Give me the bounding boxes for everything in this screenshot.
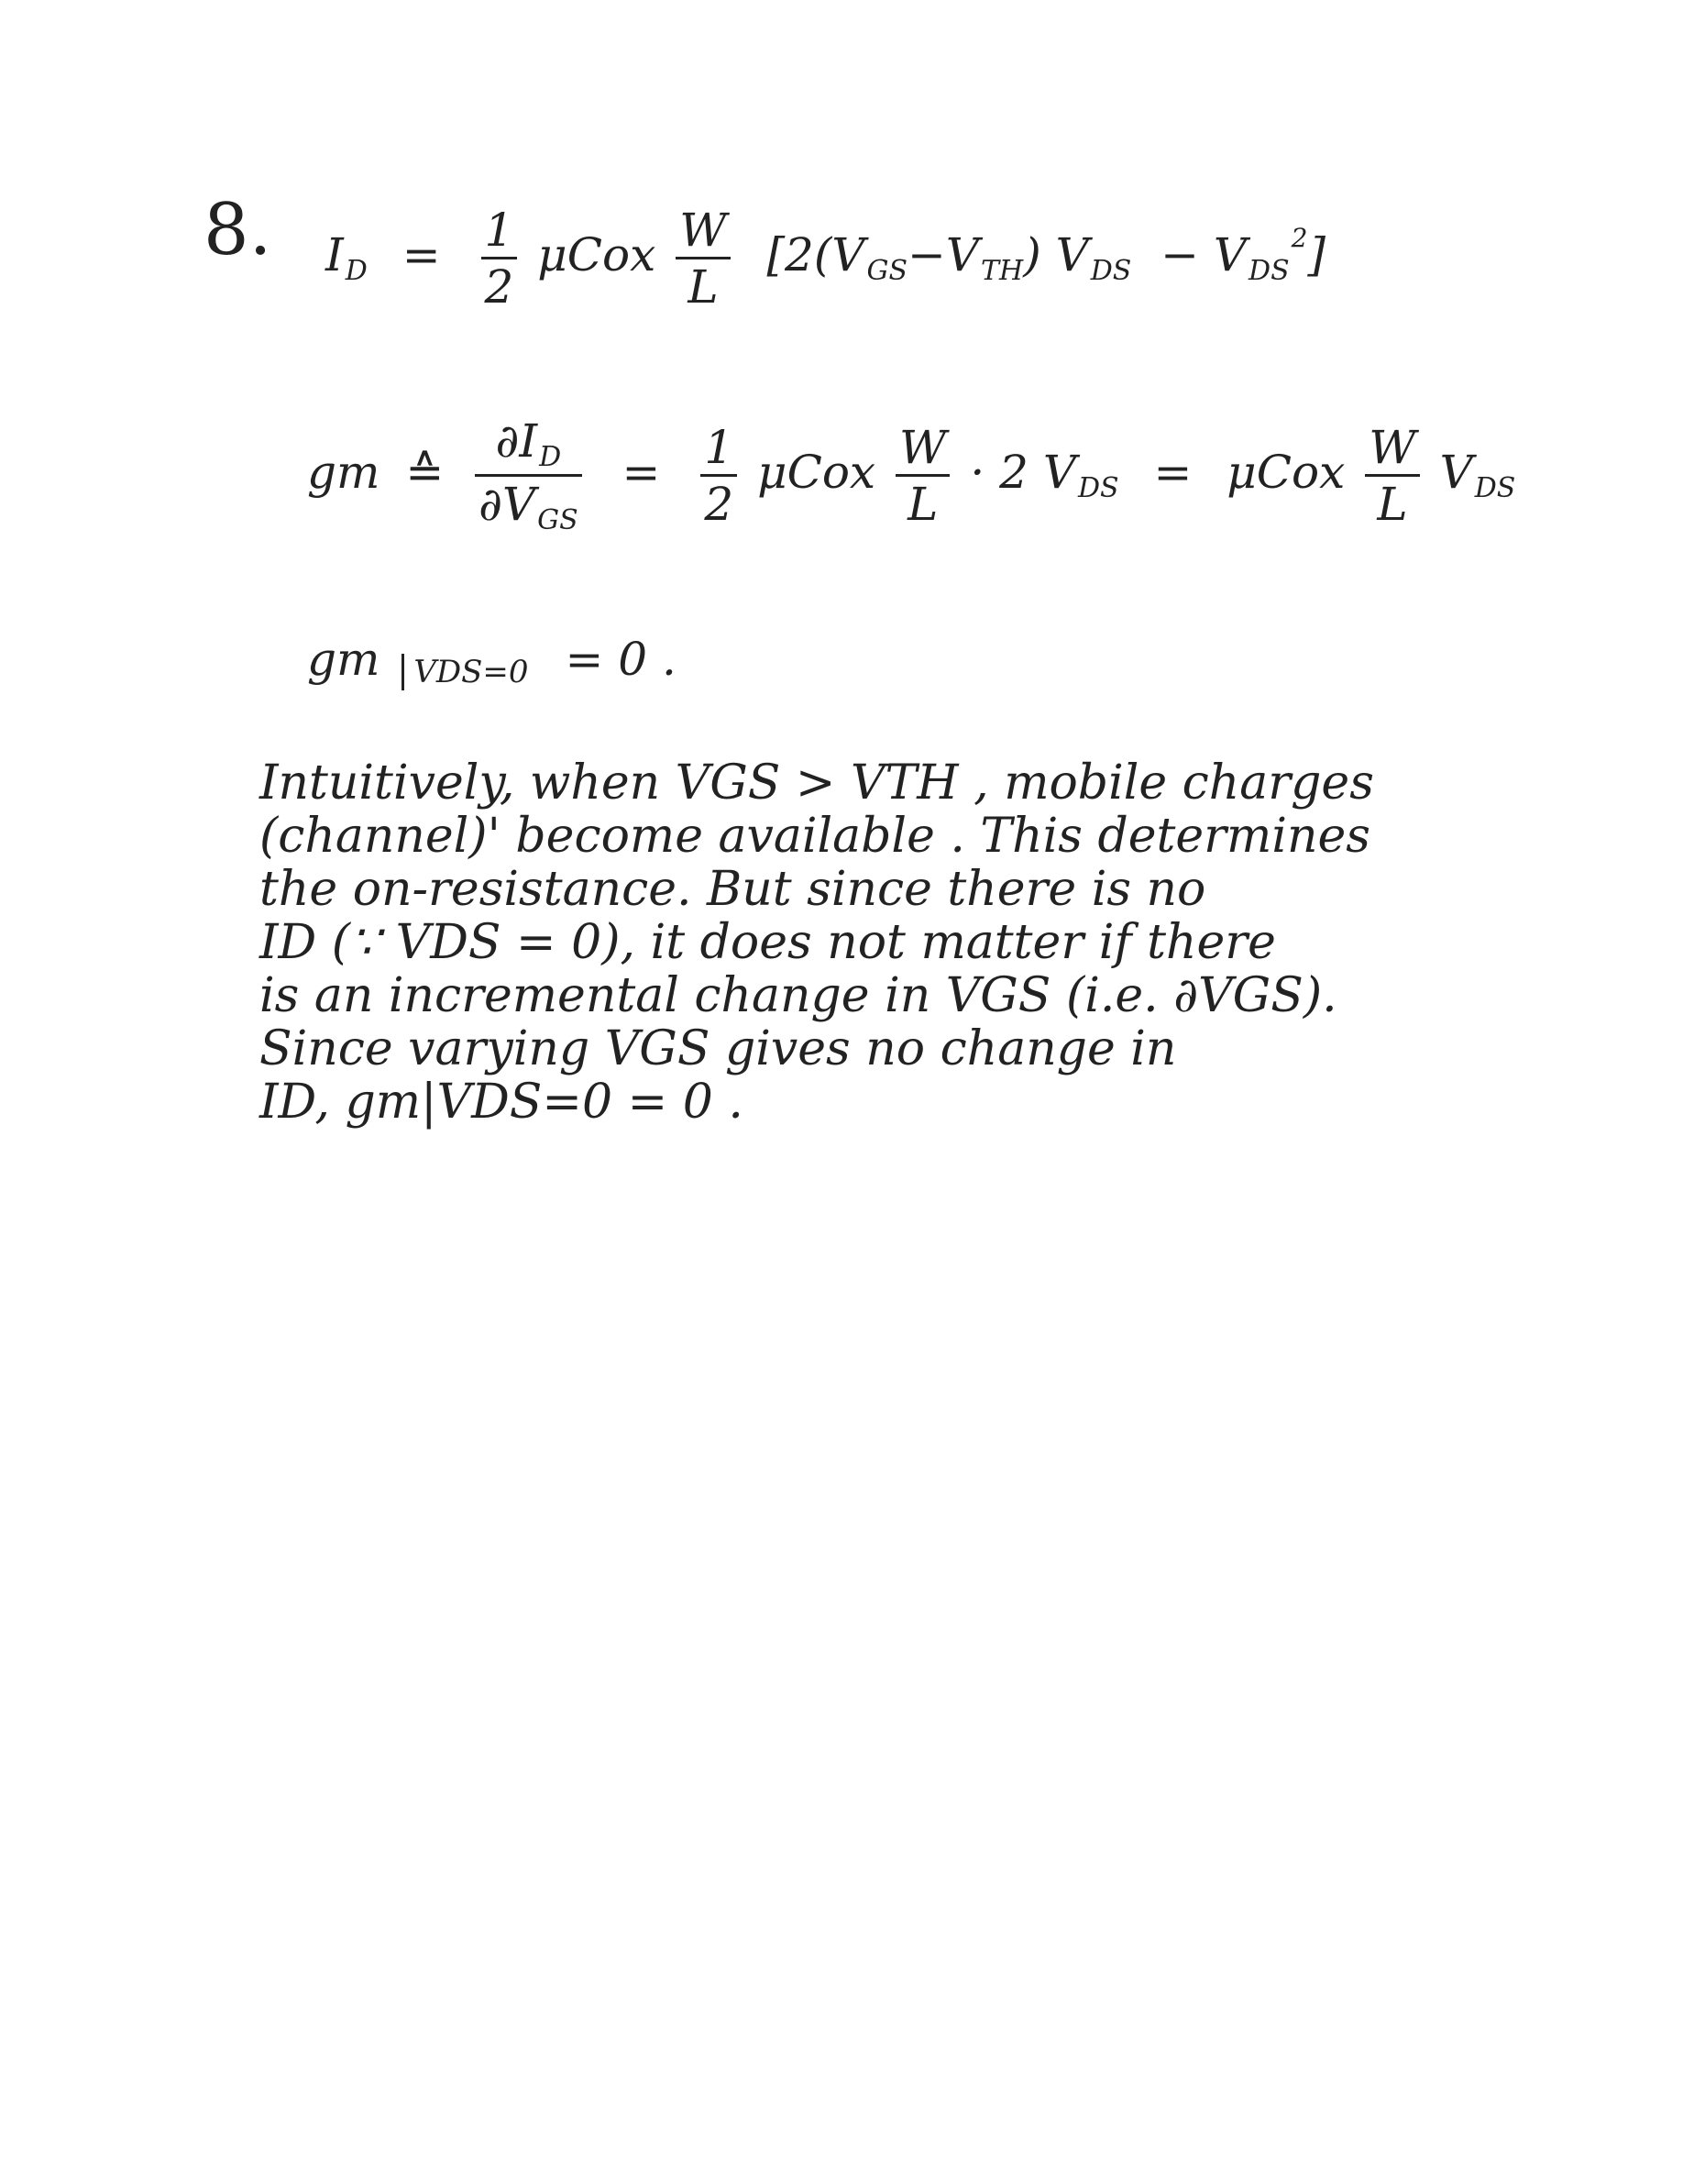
paragraph-line: ID (∵ VDS = 0), it does not matter if there (259, 915, 1276, 970)
transconductance-equation (307, 414, 1516, 536)
paragraph-line: Intuitively, when VGS > VTH , mobile charges (259, 756, 1374, 811)
equals-zero: = 0 . (565, 633, 676, 686)
vds-term: $V_{DS}$ (1439, 446, 1516, 504)
drain-current-equation (325, 204, 1326, 314)
gm-symbol: gm (307, 633, 380, 686)
paragraph-line: ID, gm|VDS=0 = 0 . (259, 1075, 743, 1130)
id-symbol: $I_D$ (325, 228, 368, 287)
gm-at-zero-vds-equation (307, 633, 676, 690)
equals-sign: = (622, 446, 661, 499)
gm-symbol: gm (307, 446, 380, 499)
equals-sign-2: = (1153, 446, 1193, 499)
condition-vds-zero: VDS=0 (402, 654, 528, 690)
half-fraction: $\frac{1}{2}$ (481, 206, 518, 311)
question-number: 8. (204, 189, 272, 271)
w-over-l-fraction: $\frac{W}{L}$ (896, 424, 950, 528)
defined-as-sign: ≙ (405, 446, 445, 499)
mucox-term: μCox (537, 228, 656, 281)
mucox-term-2: μCox (1226, 446, 1346, 499)
w-over-l-fraction-2: $\frac{W}{L}$ (1365, 424, 1419, 528)
partial-derivative-fraction: $\frac{\partial I_D}{\partial V_{GS}}$ (475, 417, 582, 535)
equals-sign: = (402, 228, 441, 281)
bracket-expression: $[2(V_{GS}-V_{TH}) V_{DS} - V_{DS}^2]$ (766, 223, 1326, 287)
half-fraction: $\frac{1}{2}$ (700, 424, 737, 528)
paragraph-line: Since varying VGS gives no change in (259, 1021, 1177, 1076)
mucox-term: μCox (757, 446, 876, 499)
w-over-l-fraction: $\frac{W}{L}$ (676, 206, 730, 311)
explanation-paragraph (259, 756, 1451, 1129)
times-two-vds: · 2 $V_{DS}$ (970, 446, 1119, 504)
paragraph-line: (channel)' become available . This determines (259, 809, 1370, 864)
paragraph-line: is an incremental change in VGS (i.e. ∂VGS). (259, 968, 1337, 1023)
paragraph-line: the on-resistance. But since there is no (259, 862, 1206, 917)
